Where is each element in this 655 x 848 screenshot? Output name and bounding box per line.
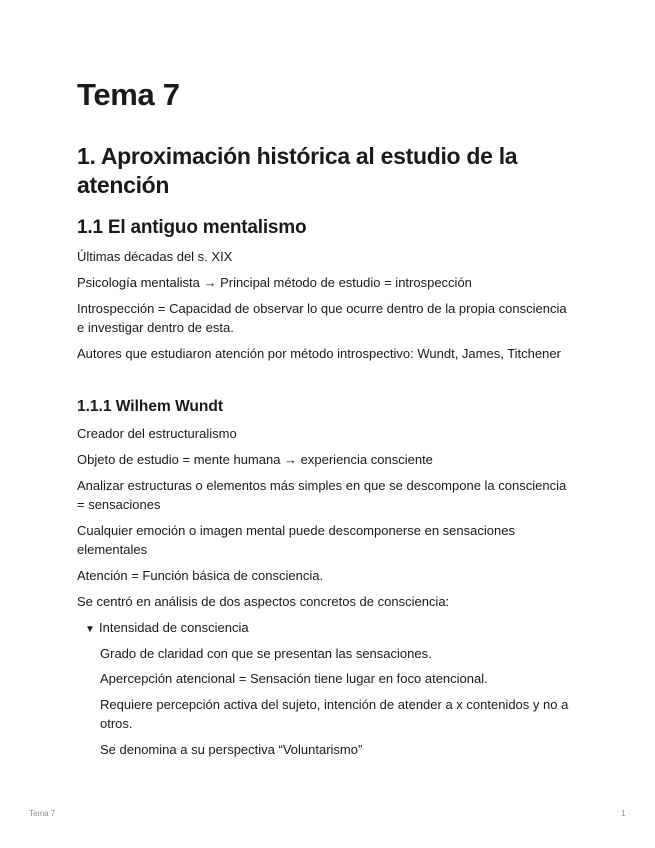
paragraph: Atención = Función básica de consciencia. (77, 568, 324, 583)
subsubsection-heading: 1.1.1 Wilhem Wundt (77, 398, 223, 415)
toggle-item: Requiere percepción activa del sujeto, intención de atender a x contenidos y no a otros. (100, 697, 569, 731)
toggle-item: Grado de claridad con que se presentan las sensaciones. (100, 646, 432, 661)
paragraph: Se centró en análisis de dos aspectos concretos de consciencia: (77, 594, 450, 609)
paragraph: Autores que estudiaron atención por método introspectivo: Wundt, James, Titchener (77, 346, 561, 361)
paragraph: Creador del estructuralismo (77, 426, 237, 441)
triangle-down-icon[interactable]: ▼ (85, 624, 95, 635)
toggle-item: Apercepción atencional = Sensación tiene lugar en foco atencional. (100, 671, 488, 686)
paragraph: Últimas décadas del s. XIX (77, 249, 233, 264)
footer-page-number: 1 (621, 809, 626, 818)
section-heading: 1. Aproximación histórica al estudio de la atención (77, 143, 518, 198)
paragraph: Objeto de estudio = mente humana → experiencia consciente (77, 452, 433, 467)
toggle-item: Se denomina a su perspectiva “Voluntarismo” (100, 742, 363, 757)
toggle-block-header[interactable] (85, 618, 249, 639)
toggle-label: Intensidad de consciencia (99, 620, 249, 635)
subsection-heading: 1.1 El antiguo mentalismo (77, 217, 307, 238)
paragraph: Psicología mentalista → Principal método de estudio = introspección (77, 275, 472, 290)
paragraph: Analizar estructuras o elementos más simples en que se descompone la consciencia = sensaciones (77, 478, 567, 512)
paragraph: Cualquier emoción o imagen mental puede descomponerse en sensaciones elementales (77, 523, 515, 557)
footer-title: Tema 7 (29, 809, 56, 818)
page-title: Tema 7 (77, 77, 180, 112)
paragraph: Introspección = Capacidad de observar lo que ocurre dentro de la propia consciencia e investigar dentro de esta. (77, 301, 567, 335)
